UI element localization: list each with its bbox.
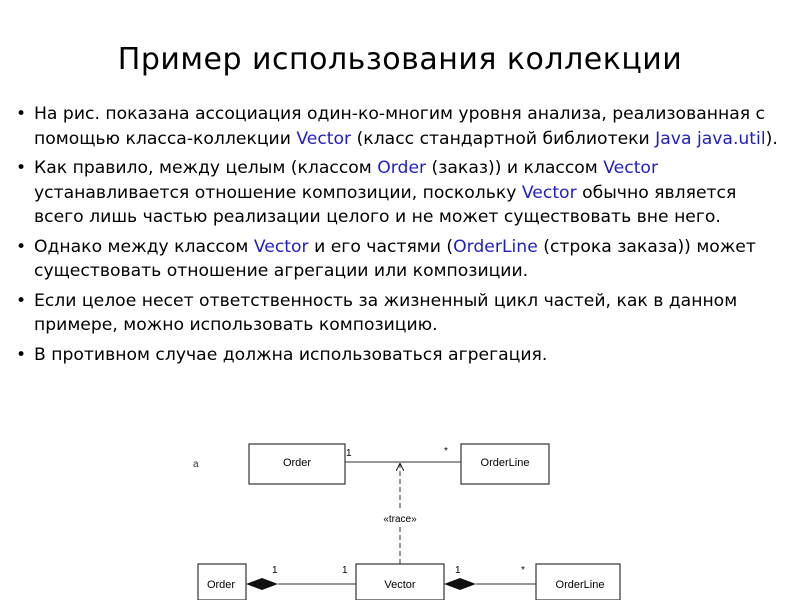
slide-title: Пример использования коллекции — [117, 42, 683, 77]
mult-orderline-bottom: * — [521, 565, 525, 576]
highlighted-term: Vector — [253, 236, 309, 257]
class-order-bottom-label: Order — [206, 579, 236, 591]
bullet-text: Однако между классом — [34, 236, 254, 257]
bullet-text: (строка заказа)) может существовать отношение агрегации или композиции. — [34, 236, 756, 281]
bullet-text: (класс стандартной библиотеки — [351, 128, 656, 149]
bullet-list — [16, 102, 786, 372]
mult-vector-left: 1 — [342, 565, 348, 576]
highlighted-term: Java java.util — [655, 128, 766, 149]
bullet-item — [16, 156, 786, 230]
class-orderline-top-label: OrderLine — [480, 457, 530, 469]
bullet-text: ). — [765, 128, 778, 149]
bullet-text: (заказ)) и классом — [426, 158, 604, 178]
mult-orderline-top: * — [444, 446, 448, 457]
bullet-text: Если целое несет ответственность за жизненный цикл частей, как в данном примере, можно использовать композицию. — [34, 290, 738, 335]
fragment-label: а — [193, 459, 199, 470]
highlighted-term: Vector — [521, 182, 577, 203]
uml-diagram — [0, 440, 800, 600]
bullet-text: устанавливается отношение композиции, поскольку — [34, 182, 522, 203]
highlighted-term: Vector — [296, 128, 352, 149]
bullet-item — [16, 343, 786, 368]
bullet-text: и его частями ( — [308, 236, 454, 257]
highlighted-term: Vector — [603, 158, 659, 178]
trace-label: «trace» — [383, 514, 417, 525]
class-orderline-bottom-label: OrderLine — [555, 579, 605, 591]
composition-diamond-order — [246, 578, 278, 590]
mult-vector-right: 1 — [455, 565, 461, 576]
bullet-text: В противном случае должна использоваться агрегация. — [34, 344, 548, 365]
bullet-item — [16, 102, 786, 151]
bullet-text: обычно является всего лишь частью реализации целого и не может существовать вне него. — [34, 182, 737, 227]
bullet-item — [16, 289, 786, 338]
highlighted-term: OrderLine — [453, 236, 538, 257]
bullet-text: На рис. показана ассоциация один-ко-многим уровня анализа, реализованная с помощью класса-коллекции — [34, 104, 765, 149]
composition-diamond-vector — [444, 578, 476, 590]
class-vector-label: Vector — [384, 579, 416, 591]
mult-order-top: 1 — [346, 448, 352, 459]
mult-order-bottom: 1 — [272, 565, 278, 576]
bullet-item — [16, 235, 786, 284]
bullet-text: Как правило, между целым (классом — [34, 158, 378, 178]
class-order-top-label: Order — [282, 457, 312, 469]
highlighted-term: Order — [377, 158, 427, 178]
